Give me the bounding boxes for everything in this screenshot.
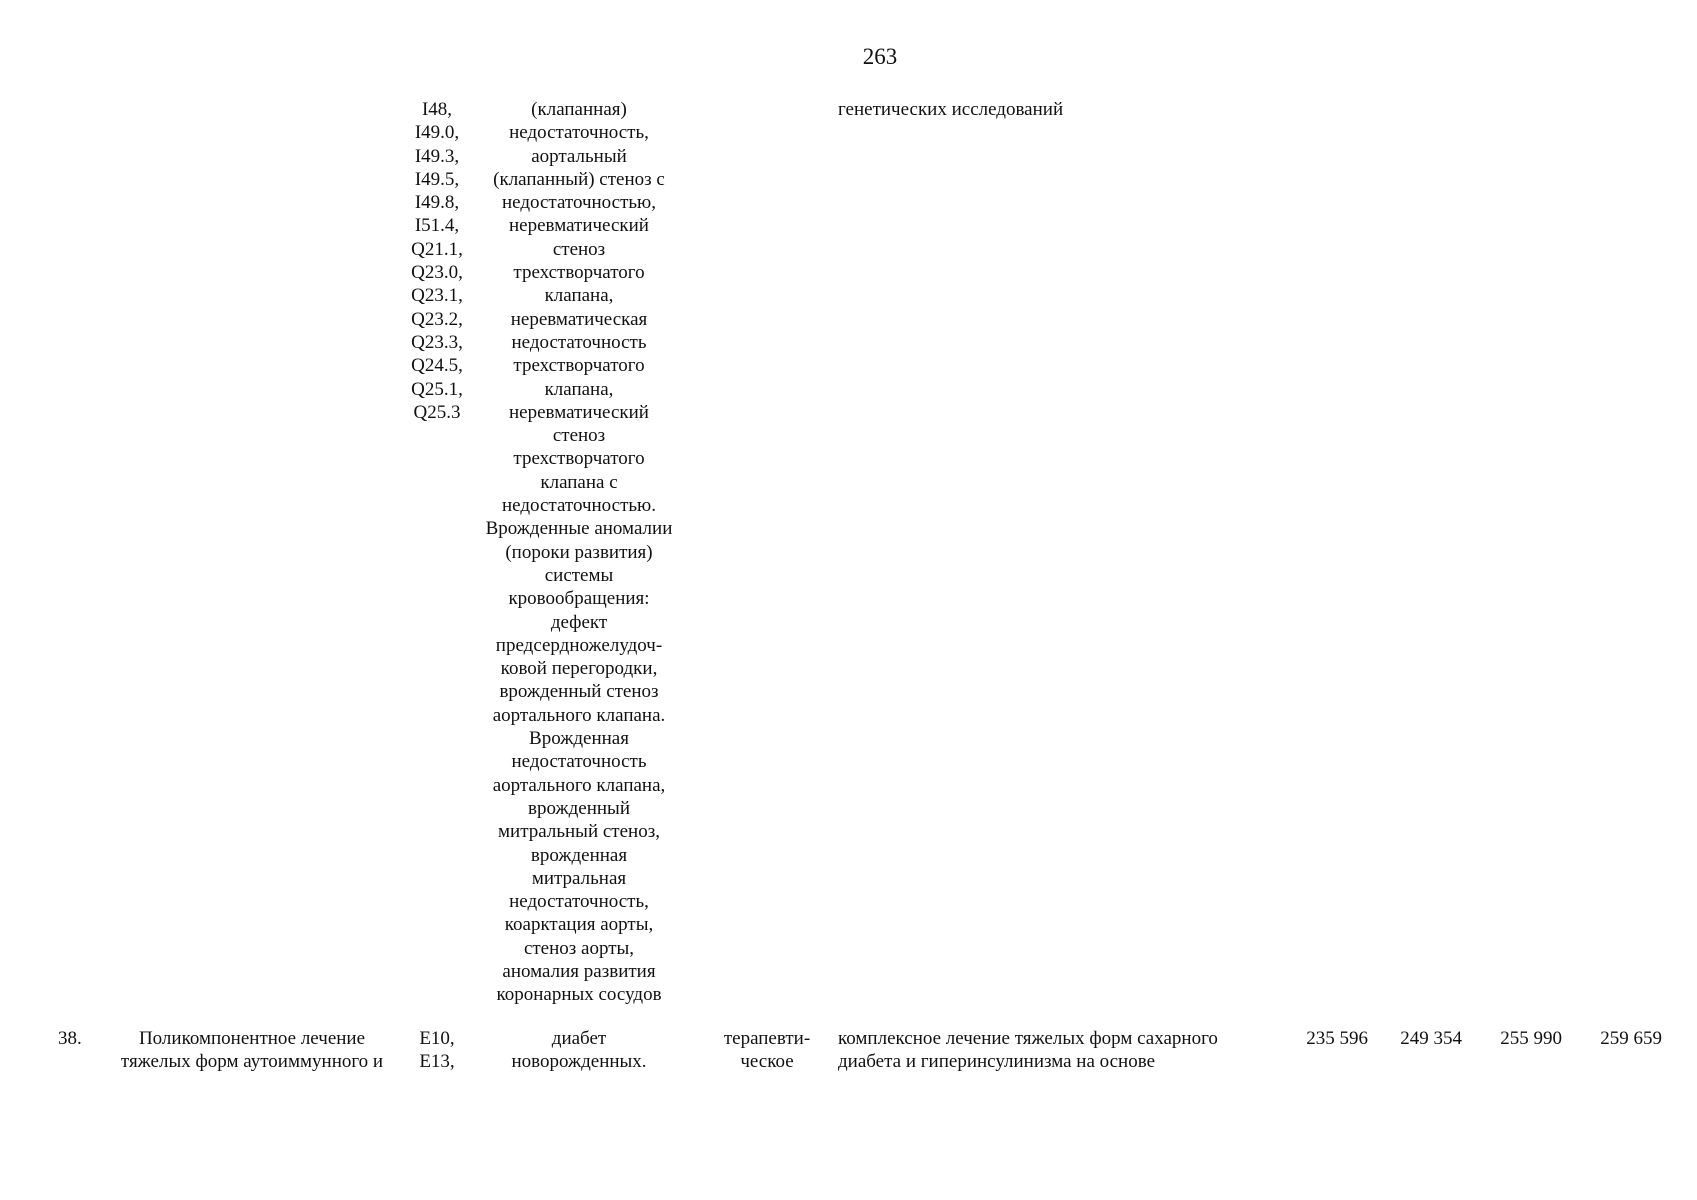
text-line: Врожденные аномалии (485, 518, 673, 540)
text-line: аортальный (531, 145, 627, 167)
text-line: неревматический (509, 215, 649, 237)
text-line: ковой перегородки, (500, 658, 658, 680)
text-line: митральный стеноз, (498, 821, 660, 843)
row38-price-2: 249 354 (1400, 1028, 1462, 1049)
text-line: Поликомпонентное лечение (138, 1028, 366, 1049)
cont-icd-codes (405, 98, 469, 424)
text-line: недостаточность, (509, 891, 649, 913)
text-line: неревматический (509, 401, 649, 423)
text-line: клапана с (540, 471, 618, 493)
text-line: комплексное лечение тяжелых форм сахарного (838, 1028, 1218, 1049)
text-line: аномалия развития (502, 960, 656, 982)
text-line: Q23.0, (411, 262, 463, 284)
text-line: недостаточность, (509, 122, 649, 144)
text-line: врожденный стеноз (499, 681, 659, 703)
text-line: дефект (550, 611, 608, 633)
text-line: стеноз аорты, (523, 937, 635, 959)
text-line: клапана, (544, 378, 614, 400)
text-line: (пороки развития) (505, 541, 653, 563)
text-line: I48, (421, 99, 453, 120)
text-line: врожденный (528, 797, 630, 819)
text-line: диабета и гиперинсулинизма на основе (838, 1051, 1156, 1073)
text-line: кровообращения: (508, 588, 650, 610)
text-line: недостаточностью, (501, 192, 656, 214)
text-line: Q23.1, (411, 285, 463, 307)
text-line: ческое (740, 1051, 794, 1073)
text-line: Врожденная (529, 728, 629, 750)
text-line: I49.0, (414, 122, 460, 144)
text-line: I49.8, (414, 192, 460, 214)
text-line: стеноз (552, 238, 606, 260)
text-line: Q23.2, (411, 308, 463, 330)
text-line: стеноз (552, 425, 606, 447)
text-line: Q25.3 (413, 401, 461, 423)
text-line: трехстворчатого (513, 355, 645, 377)
text-line: аортального клапана. (492, 704, 666, 726)
text-line: коронарных сосудов (496, 984, 662, 1006)
text-line: (клапанный) стеноз с (493, 168, 665, 190)
text-line: недостаточностью. (501, 495, 656, 517)
text-line: коарктация аорты, (504, 914, 654, 936)
text-line: трехстворчатого (513, 262, 645, 284)
row38-treatment-type (702, 1027, 832, 1074)
text-line: системы (544, 564, 614, 586)
row38-care-profile (102, 1027, 402, 1074)
text-line: предсердножелудоч- (495, 634, 663, 656)
text-line: новорожденных. (511, 1051, 647, 1073)
text-line: клапана, (544, 285, 614, 307)
row38-price-1: 235 596 (1306, 1028, 1368, 1049)
text-line: врожденная (530, 844, 628, 866)
text-line: I49.3, (414, 145, 460, 167)
text-line: трехстворчатого (513, 448, 645, 470)
text-line: E13, (419, 1051, 455, 1073)
row38-price-4: 259 659 (1600, 1028, 1662, 1049)
text-line: I51.4, (414, 215, 460, 237)
text-line: неревматическая (510, 308, 648, 330)
row38-diagnosis (469, 1027, 689, 1074)
page-number: 263 (862, 44, 898, 69)
text-line: генетических исследований (838, 99, 1064, 120)
cont-method-text (838, 98, 1298, 121)
text-line: I49.5, (414, 168, 460, 190)
row38-treatment-method (838, 1027, 1298, 1074)
text-line: аортального клапана, (492, 774, 666, 796)
text-line: Q21.1, (411, 238, 463, 260)
text-line: Q23.3, (411, 331, 463, 353)
text-line: E10, (419, 1028, 455, 1049)
text-line: недостаточность (511, 331, 647, 353)
text-line: митральная (531, 867, 627, 889)
row38-icd-codes (405, 1027, 469, 1074)
text-line: (клапанная) (531, 99, 627, 120)
row38-price-3: 255 990 (1500, 1028, 1562, 1049)
text-line: тяжелых форм аутоиммунного и (120, 1051, 384, 1073)
text-line: Q25.1, (411, 378, 463, 400)
text-line: терапевти- (723, 1028, 811, 1049)
text-line: недостаточность (511, 751, 647, 773)
text-line: Q24.5, (411, 355, 463, 377)
row38-number: 38. (58, 1028, 82, 1049)
cont-diagnosis-text (469, 98, 689, 1007)
text-line: диабет (551, 1028, 607, 1049)
